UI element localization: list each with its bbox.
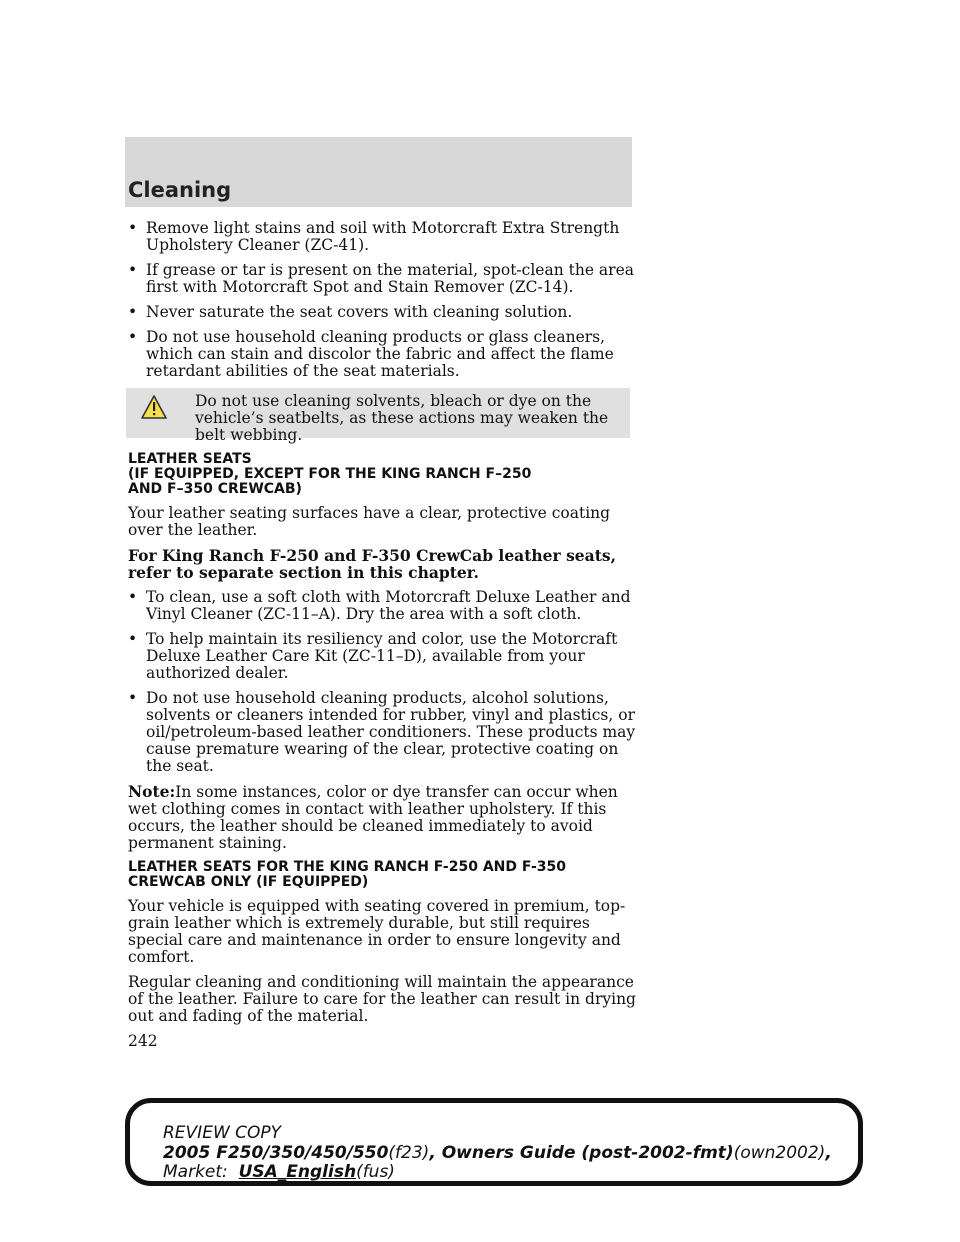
list-item: • Never saturate the seat covers with cleaning solution. <box>128 303 573 321</box>
market-line: Market: USA_English(fus) <box>163 1162 395 1182</box>
leather-intro: Your leather seating surfaces have a clear, protective coating over the leather. <box>128 504 611 539</box>
bullet-icon: • <box>128 689 138 707</box>
list-item: • Do not use household cleaning products or glass cleaners, which can stain and discolor the fabric and affect the flame retardant abilities of the seat materials. <box>128 328 614 380</box>
section-heading-king-ranch: LEATHER SEATS FOR THE KING RANCH F-250 AND F-350 CREWCAB ONLY (IF EQUIPPED) <box>128 859 567 890</box>
king-ranch-paragraph: Your vehicle is equipped with seating covered in premium, top-grain leather which is extremely durable, but still requires special care and maintenance in order to ensure longevity and comfort. <box>128 897 626 966</box>
note-label: Note: <box>128 782 176 801</box>
dye-transfer-note: Note:In some instances, color or dye transfer can occur when wet clothing comes in contact with leather upholstery. If this occurs, the leather should be cleaned immediately to avoid permanent staining. <box>128 782 618 852</box>
bullet-icon: • <box>128 630 138 648</box>
list-item: • To help maintain its resiliency and color, use the Motorcraft Deluxe Leather Care Kit (ZC-11–D), available from your authorized dealer. <box>128 630 618 682</box>
bullet-icon: • <box>128 588 138 606</box>
list-item: • Do not use household cleaning products, alcohol solutions, solvents or cleaners intended for rubber, vinyl and plastics, or oil/petroleum-based leather conditioners. These products may cause premature wearing of the clear, protective coating on the seat. <box>128 689 636 775</box>
king-ranch-note: For King Ranch F-250 and F-350 CrewCab leather seats, refer to separate section in this chapter. <box>128 546 616 582</box>
warning-box <box>126 388 630 444</box>
bullet-icon: • <box>128 219 138 237</box>
document-identifier: 2005 F250/350/450/550(f23), Owners Guide (post-2002-fmt)(own2002), <box>163 1143 832 1163</box>
king-ranch-paragraph: Regular cleaning and conditioning will maintain the appearance of the leather. Failure to care for the leather can result in drying out and fading of the material. <box>128 973 636 1025</box>
page-title: Cleaning <box>128 178 232 202</box>
leather-care-list <box>128 589 638 775</box>
warning-triangle-icon <box>141 395 167 419</box>
bullet-icon: • <box>128 303 138 321</box>
review-copy-label: REVIEW COPY <box>163 1123 282 1143</box>
bullet-icon: • <box>128 328 138 346</box>
list-item: • If grease or tar is present on the material, spot-clean the area first with Motorcraft Spot and Stain Remover (ZC-14). <box>128 261 634 296</box>
page-content <box>128 220 638 1050</box>
warning-text: Do not use cleaning solvents, bleach or dye on the vehicle’s seatbelts, as these actions may weaken the belt webbing. <box>195 392 609 444</box>
bullet-icon: • <box>128 261 138 279</box>
page-number: 242 <box>128 1032 158 1050</box>
list-item: • Remove light stains and soil with Motorcraft Extra Strength Upholstery Cleaner (ZC-41). <box>128 219 620 254</box>
list-item: • To clean, use a soft cloth with Motorcraft Deluxe Leather and Vinyl Cleaner (ZC-11–A). Dry the area with a soft cloth. <box>128 588 631 623</box>
fabric-care-list <box>128 220 638 380</box>
section-heading-leather-seats: LEATHER SEATS (IF EQUIPPED, EXCEPT FOR THE KING RANCH F–250 AND F–350 CREWCAB) <box>128 451 532 497</box>
